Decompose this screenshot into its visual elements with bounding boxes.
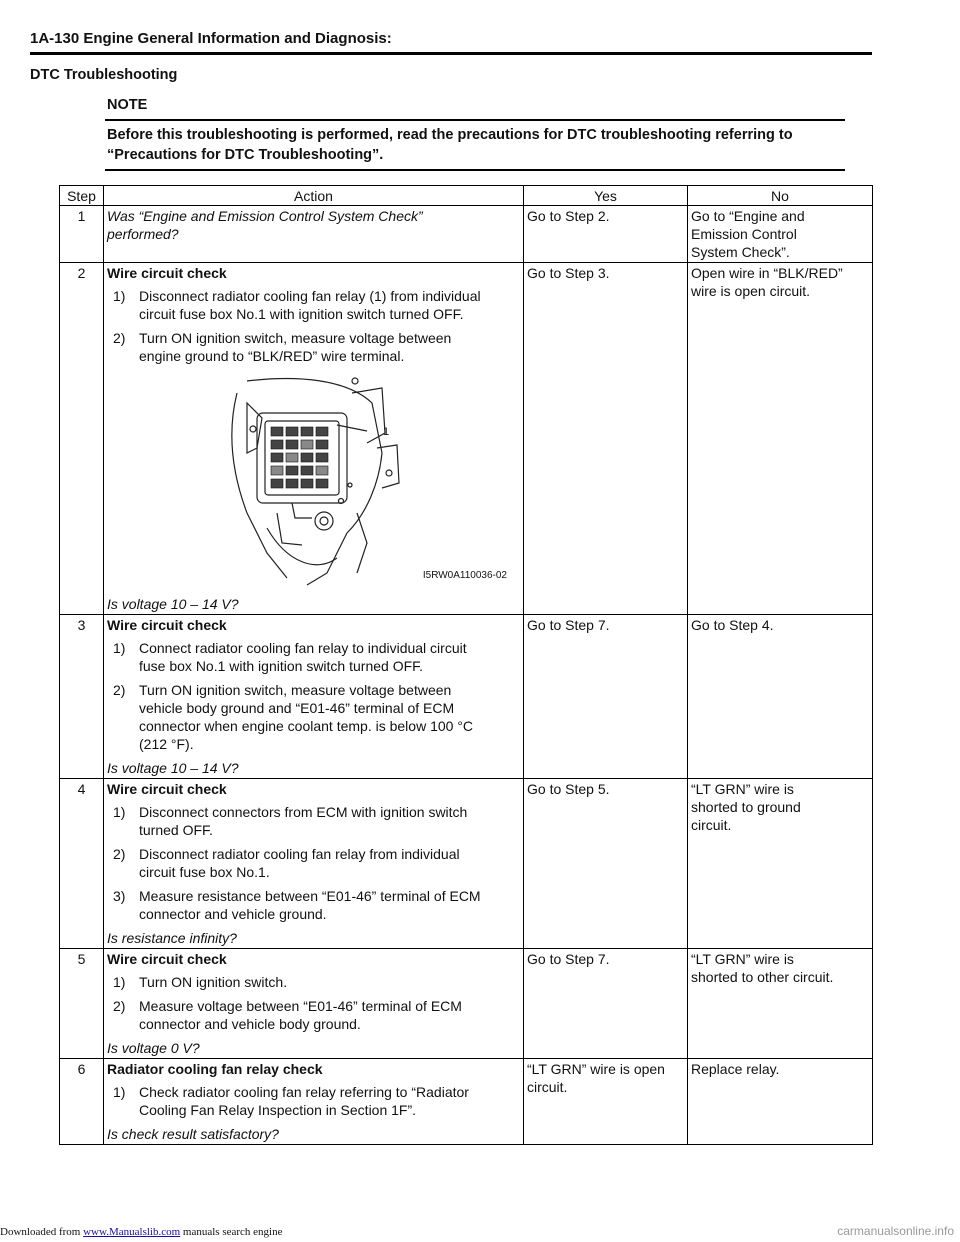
action-cell: [104, 615, 524, 779]
action-step: [107, 997, 520, 1033]
action-step: [107, 845, 520, 881]
no-line: shorted to ground: [691, 799, 801, 815]
action-question: Is voltage 0 V?: [107, 1040, 200, 1056]
no-line: Open wire in “BLK/RED”: [691, 265, 843, 281]
no-line: shorted to other circuit.: [691, 969, 834, 985]
note-rule-bottom: [105, 169, 845, 171]
table-header-row: [60, 186, 873, 206]
no-line: circuit.: [691, 817, 732, 833]
yes-cell: [524, 1059, 688, 1145]
step-line: turned OFF.: [139, 822, 213, 838]
action-steps: [107, 639, 520, 753]
dtc-table: [59, 185, 873, 1145]
step-number: 4: [60, 779, 104, 949]
figure-code: I5RW0A110036-02: [422, 570, 507, 581]
action-cell: [104, 949, 524, 1059]
step-index: 1): [113, 1084, 126, 1100]
watermark: carmanualsonline.info: [837, 1224, 954, 1238]
step-line: connector when engine coolant temp. is below 100 °C: [139, 718, 474, 734]
table-row: [60, 949, 873, 1059]
action-question: Is check result satisfactory?: [107, 1126, 279, 1142]
step-line: Check radiator cooling fan relay referring to “Radiator: [139, 1084, 469, 1100]
action-cell: [104, 206, 524, 263]
question-line: Was “Engine and Emission Control System Check”: [107, 208, 423, 224]
step-line: engine ground to “BLK/RED” wire terminal.: [139, 348, 405, 364]
header-yes: Yes: [524, 186, 688, 206]
step-line: circuit fuse box No.1.: [139, 864, 270, 880]
step-number: 6: [60, 1059, 104, 1145]
action-step: [107, 681, 520, 753]
action-title: Wire circuit check: [107, 617, 227, 633]
step-index: 1): [113, 640, 126, 656]
step-index: 1): [113, 974, 126, 990]
action-question: Is voltage 10 – 14 V?: [107, 760, 239, 776]
step-line: Connect radiator cooling fan relay to individual circuit: [139, 640, 467, 656]
manualslib-link[interactable]: www.Manualslib.com: [83, 1226, 181, 1238]
action-question: Is voltage 10 – 14 V?: [107, 596, 239, 612]
note-label: NOTE: [107, 97, 148, 113]
action-step: [107, 639, 520, 675]
question-line: performed?: [107, 226, 179, 242]
step-line: Measure resistance between “E01-46” terminal of ECM: [139, 888, 481, 904]
table-row: [60, 779, 873, 949]
table-row: [60, 206, 873, 263]
step-line: Disconnect connectors from ECM with ignition switch: [139, 804, 468, 820]
step-index: 1): [113, 288, 126, 304]
step-index: 3): [113, 888, 126, 904]
action-question: [107, 207, 520, 243]
yes-cell: [524, 206, 688, 263]
no-line: wire is open circuit.: [691, 283, 811, 299]
no-cell: [688, 263, 873, 615]
note-line-2: “Precautions for DTC Troubleshooting”.: [107, 147, 384, 163]
step-line: (212 °F).: [139, 736, 194, 752]
action-title: Wire circuit check: [107, 781, 227, 797]
no-cell: [688, 206, 873, 263]
action-step: [107, 287, 520, 323]
page-header: 1A-130 Engine General Information and Diagnosis:: [30, 30, 392, 47]
no-line: System Check”.: [691, 244, 790, 260]
action-cell: [104, 1059, 524, 1145]
yes-line: Go to Step 2.: [527, 208, 610, 224]
no-line: Go to Step 4.: [691, 617, 774, 633]
yes-line: circuit.: [527, 1079, 568, 1095]
note-line-1: Before this troubleshooting is performed, read the precautions for DTC troubleshooting referring to: [107, 127, 793, 143]
action-title: Wire circuit check: [107, 951, 227, 967]
yes-line: Go to Step 7.: [527, 951, 610, 967]
step-number: 1: [60, 206, 104, 263]
header-action: Action: [104, 186, 524, 206]
yes-line: Go to Step 3.: [527, 265, 610, 281]
fuse-box-drawing: [207, 373, 507, 593]
step-index: 1): [113, 804, 126, 820]
step-index: 2): [113, 998, 126, 1014]
header-no: No: [688, 186, 873, 206]
action-step: [107, 973, 520, 991]
action-steps: [107, 1083, 520, 1119]
step-line: Turn ON ignition switch, measure voltage between: [139, 682, 452, 698]
no-line: Emission Control: [691, 226, 797, 242]
section-title: DTC Troubleshooting: [30, 67, 178, 83]
note-rule-top: [105, 119, 845, 121]
yes-cell: [524, 615, 688, 779]
no-cell: [688, 779, 873, 949]
step-line: connector and vehicle body ground.: [139, 1016, 361, 1032]
step-line: vehicle body ground and “E01-46” terminal of ECM: [139, 700, 455, 716]
step-number: 3: [60, 615, 104, 779]
yes-cell: [524, 779, 688, 949]
footer-prefix: Downloaded from: [0, 1226, 84, 1238]
step-line: Cooling Fan Relay Inspection in Section 1F”.: [139, 1102, 417, 1118]
header-rule: [30, 52, 872, 55]
step-number: 5: [60, 949, 104, 1059]
no-line: Replace relay.: [691, 1061, 780, 1077]
step-line: Turn ON ignition switch, measure voltage between: [139, 330, 452, 346]
no-line: Go to “Engine and: [691, 208, 805, 224]
table-row: [60, 263, 873, 615]
step-index: 2): [113, 846, 126, 862]
yes-cell: [524, 263, 688, 615]
step-line: connector and vehicle ground.: [139, 906, 327, 922]
yes-line: Go to Step 7.: [527, 617, 610, 633]
action-title: Radiator cooling fan relay check: [107, 1061, 323, 1077]
step-index: 2): [113, 330, 126, 346]
no-line: “LT GRN” wire is: [691, 781, 794, 797]
step-line: Disconnect radiator cooling fan relay (1) from individual: [139, 288, 481, 304]
step-number: 2: [60, 263, 104, 615]
header-step: Step: [60, 186, 104, 206]
action-step: [107, 329, 520, 365]
step-line: Turn ON ignition switch.: [139, 974, 288, 990]
step-line: circuit fuse box No.1 with ignition switch turned OFF.: [139, 306, 464, 322]
action-step: [107, 887, 520, 923]
yes-line: Go to Step 5.: [527, 781, 610, 797]
action-steps: [107, 803, 520, 923]
note-text: [107, 125, 842, 165]
table-row: [60, 615, 873, 779]
step-line: Measure voltage between “E01-46” terminal of ECM: [139, 998, 462, 1014]
no-cell: [688, 1059, 873, 1145]
action-steps: [107, 287, 520, 365]
download-footer: [0, 1226, 282, 1238]
action-steps: [107, 973, 520, 1033]
action-question: Is resistance infinity?: [107, 930, 237, 946]
fuse-box-illustration: [207, 373, 507, 593]
footer-suffix: manuals search engine: [180, 1226, 283, 1238]
action-title: Wire circuit check: [107, 265, 227, 281]
yes-line: “LT GRN” wire is open: [527, 1061, 665, 1077]
yes-cell: [524, 949, 688, 1059]
action-cell: [104, 263, 524, 615]
step-line: fuse box No.1 with ignition switch turned OFF.: [139, 658, 424, 674]
no-cell: [688, 615, 873, 779]
figure-callout-label: 1: [383, 426, 390, 438]
table-row: [60, 1059, 873, 1145]
step-index: 2): [113, 682, 126, 698]
no-cell: [688, 949, 873, 1059]
action-step: [107, 1083, 520, 1119]
action-cell: [104, 779, 524, 949]
action-step: [107, 803, 520, 839]
no-line: “LT GRN” wire is: [691, 951, 794, 967]
step-line: Disconnect radiator cooling fan relay from individual: [139, 846, 460, 862]
